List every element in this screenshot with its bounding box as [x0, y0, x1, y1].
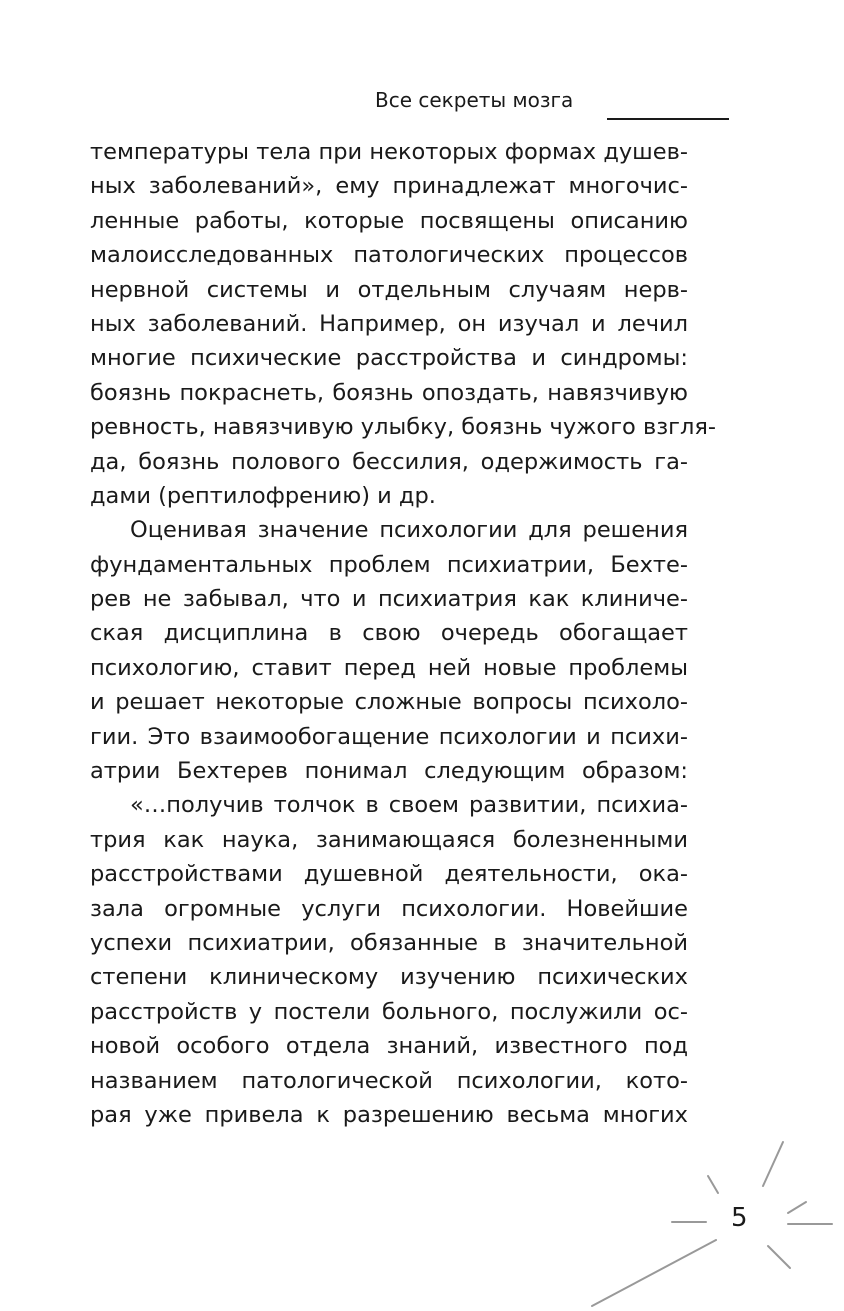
- text-line: психологию, ставит перед ней новые проблемы: [90, 654, 688, 681]
- burst-ray: [592, 1240, 716, 1306]
- text-line: Оценивая значение психологии для решения: [130, 517, 688, 544]
- text-line: ская дисциплина в свою очередь обогащает: [90, 620, 688, 647]
- burst-ray: [763, 1142, 783, 1186]
- running-title: Все секреты мозга: [375, 88, 574, 112]
- text-line: малоисследованных патологических процессов: [90, 242, 688, 269]
- text-line: атрии Бехтерев понимал следующим образом:: [90, 758, 688, 785]
- page-number: 5: [731, 1203, 748, 1233]
- burst-ray: [708, 1176, 718, 1193]
- text-line: ревность, навязчивую улыбку, боязнь чужого взгля-: [90, 414, 717, 441]
- text-line: ных заболеваний», ему принадлежат многочис-: [90, 173, 688, 200]
- text-line: да, боязнь полового бессилия, одержимость га-: [90, 448, 688, 475]
- text-line: трия как наука, занимающаяся болезненными: [90, 826, 688, 853]
- text-line: рая уже привела к разрешению весьма многих: [90, 1101, 688, 1128]
- text-line: и решает некоторые сложные вопросы психоло-: [90, 689, 688, 716]
- text-line: ных заболеваний. Например, он изучал и лечил: [90, 310, 688, 337]
- text-line: зала огромные услуги психологии. Новейшие: [90, 895, 688, 922]
- burst-ray: [788, 1202, 806, 1213]
- text-line: степени клиническому изучению психических: [90, 964, 688, 991]
- text-line: расстройствами душевной деятельности, ока-: [90, 861, 688, 888]
- text-line: многие психические расстройства и синдромы:: [90, 345, 688, 372]
- text-line: температуры тела при некоторых формах душев-: [90, 139, 688, 165]
- text-line: новой особого отдела знаний, известного под: [90, 1033, 688, 1060]
- text-line: гии. Это взаимообогащение психологии и психи-: [90, 723, 688, 750]
- text-line: успехи психиатрии, обязанные в значительной: [90, 929, 688, 956]
- text-line: боязнь покраснеть, боязнь опоздать, навязчивую: [90, 379, 688, 406]
- text-line: фундаментальных проблем психиатрии, Бехте-: [90, 551, 688, 578]
- text-line: названием патологической психологии, кото-: [90, 1067, 688, 1094]
- text-line: расстройств у постели больного, послужили ос-: [90, 998, 688, 1025]
- text-line: «…получив толчок в своем развитии, психиа-: [130, 792, 688, 819]
- text-line: дами (рептилофрению) и др.: [90, 482, 436, 509]
- burst-ray: [768, 1246, 790, 1268]
- text-line: нервной системы и отдельным случаям нерв-: [90, 276, 688, 303]
- text-line: рев не забывал, что и психиатрия как клиниче-: [90, 586, 688, 613]
- text-line: ленные работы, которые посвящены описанию: [90, 207, 688, 234]
